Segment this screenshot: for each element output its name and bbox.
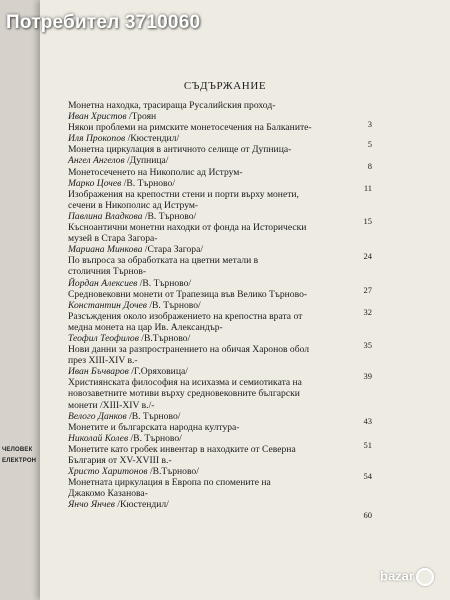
- logo-text: bazar: [380, 568, 414, 584]
- toc-entry: [68, 100, 350, 122]
- edge-label: ЕЛЕКТРОН: [2, 458, 37, 464]
- entry-title-line: медна монета на цар Ив. Александър-: [68, 321, 223, 333]
- entry-title-line: Християнската философия на исихазма и семиотиката на: [68, 377, 302, 389]
- edge-label: ЧЕЛОВЕК: [2, 447, 33, 453]
- entry-page-number: 5: [367, 139, 372, 150]
- entry-title-line: сечени в Никополис ад Иструм-: [68, 199, 199, 211]
- entry-place: /В.Търново/: [138, 332, 191, 344]
- entry-author-line: [68, 366, 350, 377]
- entry-title-line: новозаветните мотиви върху средновековните български: [68, 388, 300, 400]
- entry-title-line: България от XV-XVIII в.-: [68, 455, 172, 466]
- entry-author-line: [68, 300, 350, 311]
- entry-author: Павлина Владкова: [68, 210, 143, 222]
- entry-author-line: [68, 244, 350, 255]
- toc-entry: [68, 119, 372, 145]
- entry-page-number: 8: [367, 160, 372, 171]
- entry-place: /Троян: [126, 111, 157, 123]
- entry-author: Иван Бъчваров: [68, 366, 129, 378]
- entry-author-line: [68, 155, 350, 166]
- entry-title-line: столичния Търнов-: [68, 266, 147, 278]
- entry-author: Ангел Ангелов: [68, 155, 125, 167]
- entry-place: /В. Търново/: [128, 432, 182, 444]
- entry-title-line: Монетите като гробек инвентар в находките от Северна: [68, 443, 296, 455]
- entry-title-line: Монетната циркулация в Европа по спомените на: [68, 477, 271, 489]
- entry-place: /Стара Загора/: [142, 244, 204, 256]
- entry-page-number: 51: [363, 439, 372, 450]
- user-watermark: Потребител 3710060: [6, 12, 201, 33]
- entry-title-line: Монетосеченето на Никополис ад Иструм-: [68, 166, 243, 178]
- page-title: СЪДЪРЖАНИЕ: [183, 80, 267, 92]
- entry-title-line: Монетна находка, трасираща Русалийския проход-: [68, 100, 276, 111]
- entry-title-line: Нови данни за разпространението на обичая Харонов обол: [68, 344, 310, 356]
- entry-author: Христо Харитонов: [68, 466, 148, 478]
- entry-author: Иван Христов: [68, 111, 127, 123]
- entry-author-line: [68, 111, 350, 122]
- entry-page-number: 11: [363, 182, 372, 193]
- entry-title-line: Късноантични монетни находки от фонда на Исторически: [68, 222, 307, 234]
- entry-place: /Дупница/: [124, 155, 169, 167]
- entry-author-line: [68, 433, 350, 444]
- entry-title-line: монети /XIII-XIV в./-: [68, 399, 155, 411]
- entry-title-line: Средновековни монети от Трапезица във Велико Търново-: [68, 288, 308, 300]
- entry-title-line: Джакомо Казанова-: [68, 488, 148, 500]
- entry-page-number: 43: [363, 415, 372, 426]
- entry-author-line: [68, 466, 350, 477]
- entry-page-number: 3: [367, 119, 372, 130]
- entry-place: /Г.Оряховица/: [128, 366, 188, 378]
- entry-place: /В. Търново/: [137, 277, 192, 289]
- entry-author-line: [68, 178, 350, 189]
- table-of-contents: [68, 100, 372, 521]
- entry-place: /В. Търново/: [126, 410, 181, 422]
- logo-mark-icon: [416, 568, 434, 586]
- entry-page-number: 35: [363, 340, 372, 351]
- entry-title-line: Разсъждения около изображението на крепостна врата от: [68, 310, 303, 322]
- entry-title-line: Монетите и българската народна култура-: [68, 421, 240, 433]
- entry-title-line: Монетна циркулация в античното селище от Дупница-: [68, 144, 292, 156]
- entry-place: /В. Търново/: [146, 299, 201, 311]
- entry-place: /Кюстендил/: [114, 499, 169, 511]
- entry-author: Николай Колев: [68, 432, 129, 444]
- entry-title-line: Изображения на крепостни стени и порти върху монети,: [68, 188, 299, 200]
- entry-author: Марко Цочев: [68, 177, 122, 189]
- entry-author: Мариана Минкова: [68, 244, 143, 256]
- entry-page-number: 32: [363, 306, 372, 317]
- entry-author: Теофил Теофилов: [68, 332, 139, 344]
- entry-author-line: [68, 411, 350, 422]
- entry-author: Велого Данков: [68, 410, 127, 422]
- entry-author-line: [68, 499, 350, 510]
- toc-entry: [68, 306, 372, 344]
- entry-author: Константин Дочев: [68, 299, 147, 311]
- entry-author-line: [68, 278, 350, 289]
- entry-place: /Кюстендил/: [125, 133, 180, 145]
- entry-place: /В. Търново/: [121, 177, 175, 189]
- entry-place: /В. Търново/: [142, 210, 197, 222]
- entry-page-number: 27: [363, 284, 372, 295]
- entry-author: Йордан Алексиев: [68, 277, 138, 289]
- entry-place: /В.Търново/: [147, 466, 199, 478]
- entry-title-line: Някои проблеми на римските монетосечения на Балканите-: [68, 122, 312, 134]
- entry-title-line: през XIII-XIV в.-: [68, 355, 138, 367]
- entry-title-line: музей в Стара Загора-: [68, 233, 158, 245]
- entry-author-line: [68, 333, 350, 344]
- toc-entry: [68, 251, 372, 289]
- entry-author-line: [68, 133, 350, 144]
- toc-entry: [68, 284, 372, 311]
- entry-page-number: 24: [363, 251, 372, 262]
- entry-title-line: По въпроса за обработката на цветни метали в: [68, 255, 259, 267]
- entry-page-number: 15: [363, 216, 372, 227]
- entry-author-line: [68, 211, 350, 222]
- entry-page-number: 39: [363, 371, 372, 382]
- entry-author: Янчо Янчев: [68, 499, 115, 511]
- entry-page-number: 60: [363, 510, 372, 521]
- entry-author: Иля Прокопов: [68, 133, 126, 145]
- bazar-logo: [380, 568, 434, 586]
- entry-page-number: 54: [363, 471, 372, 482]
